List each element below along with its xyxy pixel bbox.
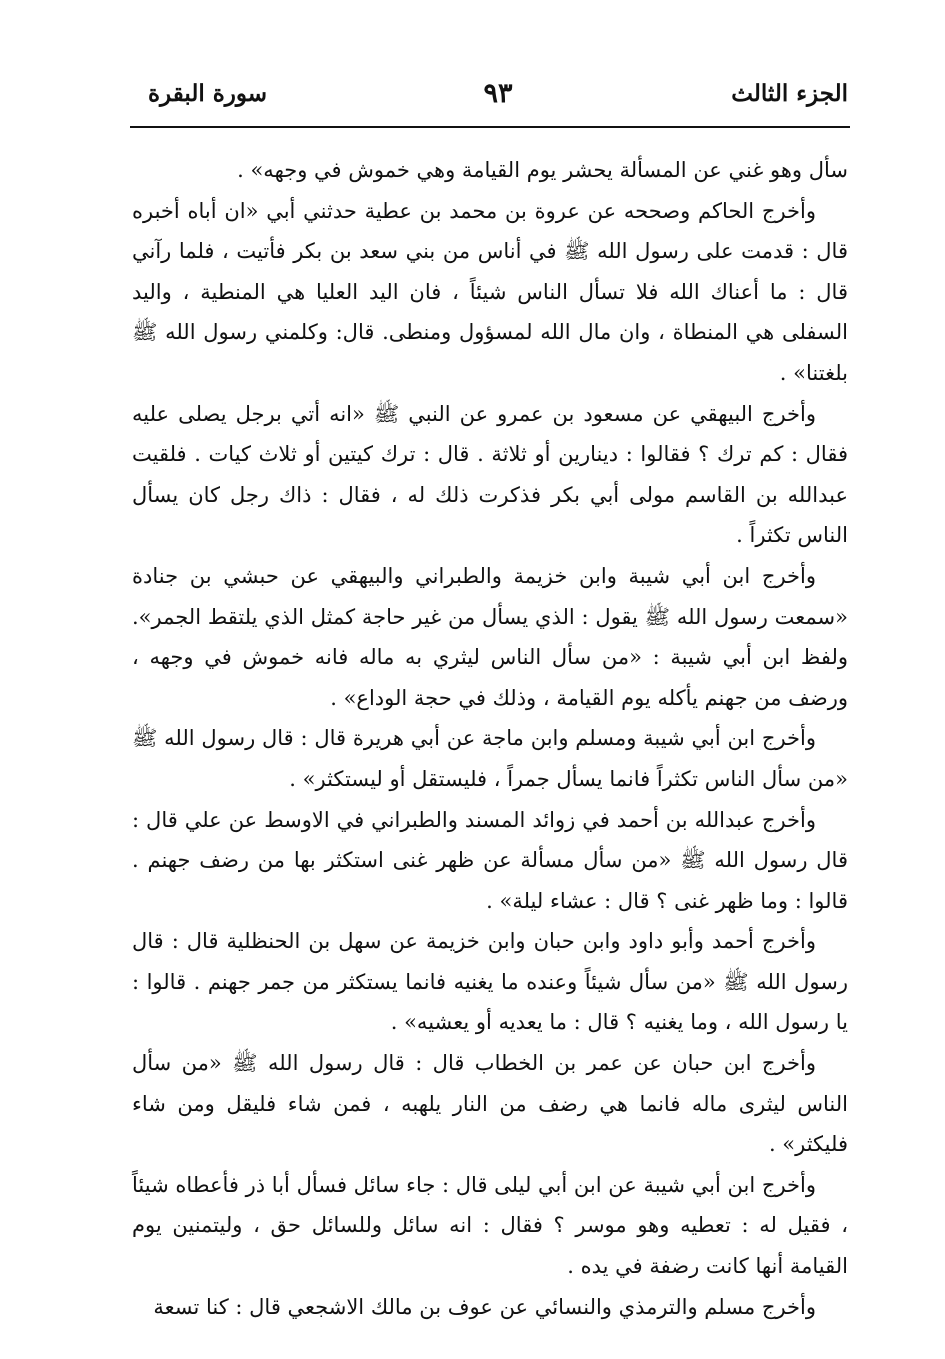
paragraph: وأخرج ابن أبي شيبة وابن خزيمة والطبراني والبيهقي عن حبشي بن جنادة «سمعت رسول الله ﷺ يقول : الذي يسأل من غير حاجة كمثل الذي يلتقط الجمر». ولفظ ابن أبي شيبة : «من سأل الناس ليثري به ماله فانه خموش في وجهه ، ورضف من جهنم يأكله يوم القيامة ، وذلك في حجة الوداع» . (132, 563, 848, 710)
page-body (132, 150, 848, 1327)
header-divider (130, 126, 850, 128)
paragraph: وأخرج البيهقي عن مسعود بن عمرو عن النبي ﷺ «انه أتي برجل يصلى عليه فقال : كم ترك ؟ فقالوا : دينارين أو ثلاثة . قال : ترك كيتين أو ثلاث كيات . فلقيت عبدالله بن القاسم مولى أبي بكر فذكرت ذلك له ، فقال : ذاك رجل كان يسأل الناس تكثراً . (132, 401, 848, 548)
paragraph: وأخرج الحاكم وصححه عن عروة بن محمد بن عطية حدثني أبي «ان أباه أخبره قال : قدمت على رسول الله ﷺ في أناس من بني سعد بن بكر فأتيت ، فلما رآني قال : ما أعناك الله فلا تسأل الناس شيئاً ، فان اليد العليا هي المنطية ، واليد السفلى هي المنطاة ، وان مال الله لمسؤول ومنطى. قال: وكلمني رسول الله ﷺ بلغتنا» . (132, 198, 848, 385)
paragraph: وأخرج مسلم والترمذي والنسائي عن عوف بن مالك الاشجعي قال : كنا تسعة (153, 1294, 816, 1319)
paragraph: وأخرج أحمد وأبو داود وابن حبان وابن خزيمة عن سهل بن الحنظلية قال : قال رسول الله ﷺ «من سأل شيئاً وعنده ما يغنيه فانما يستكثر من جمر جهنم . قالوا : يا رسول الله ، وما يغنيه ؟ قال : ما يعديه أو يعشيه» . (132, 929, 848, 1035)
surah-title: سورة البقرة (148, 80, 268, 107)
paragraph: وأخرج ابن حبان عن عمر بن الخطاب قال : قال رسول الله ﷺ «من سأل الناس ليثرى ماله فانما هي رضف من النار يلهبه ، فمن شاء فليقل ومن شاء فليكثر» . (132, 1051, 848, 1157)
page-header (148, 78, 848, 128)
page-number: ٩٣ (483, 78, 513, 109)
paragraph: وأخرج عبدالله بن أحمد في زوائد المسند والطبراني في الاوسط عن علي قال : قال رسول الله ﷺ «من سأل مسألة عن ظهر غنى استكثر بها من رضف جهنم . قالوا : وما ظهر غنى ؟ قال : عشاء ليلة» . (132, 807, 848, 913)
paragraph: وأخرج ابن أبي شيبة ومسلم وابن ماجة عن أبي هريرة قال : قال رسول الله ﷺ «من سأل الناس تكثراً فانما يسأل جمراً ، فليستقل أو ليستكثر» . (132, 726, 848, 791)
part-title: الجزء الثالث (731, 80, 848, 107)
paragraph: سأل وهو غني عن المسألة يحشر يوم القيامة وهي خموش في وجهه» . (237, 158, 848, 182)
paragraph: وأخرج ابن أبي شيبة عن ابن أبي ليلى قال : جاء سائل فسأل أبا ذر فأعطاه شيئاً ، فقيل له : تعطيه وهو موسر ؟ فقال : انه سائل وللسائل حق ، وليتمنين يوم القيامة أنها كانت رضفة في يده . (132, 1172, 848, 1279)
